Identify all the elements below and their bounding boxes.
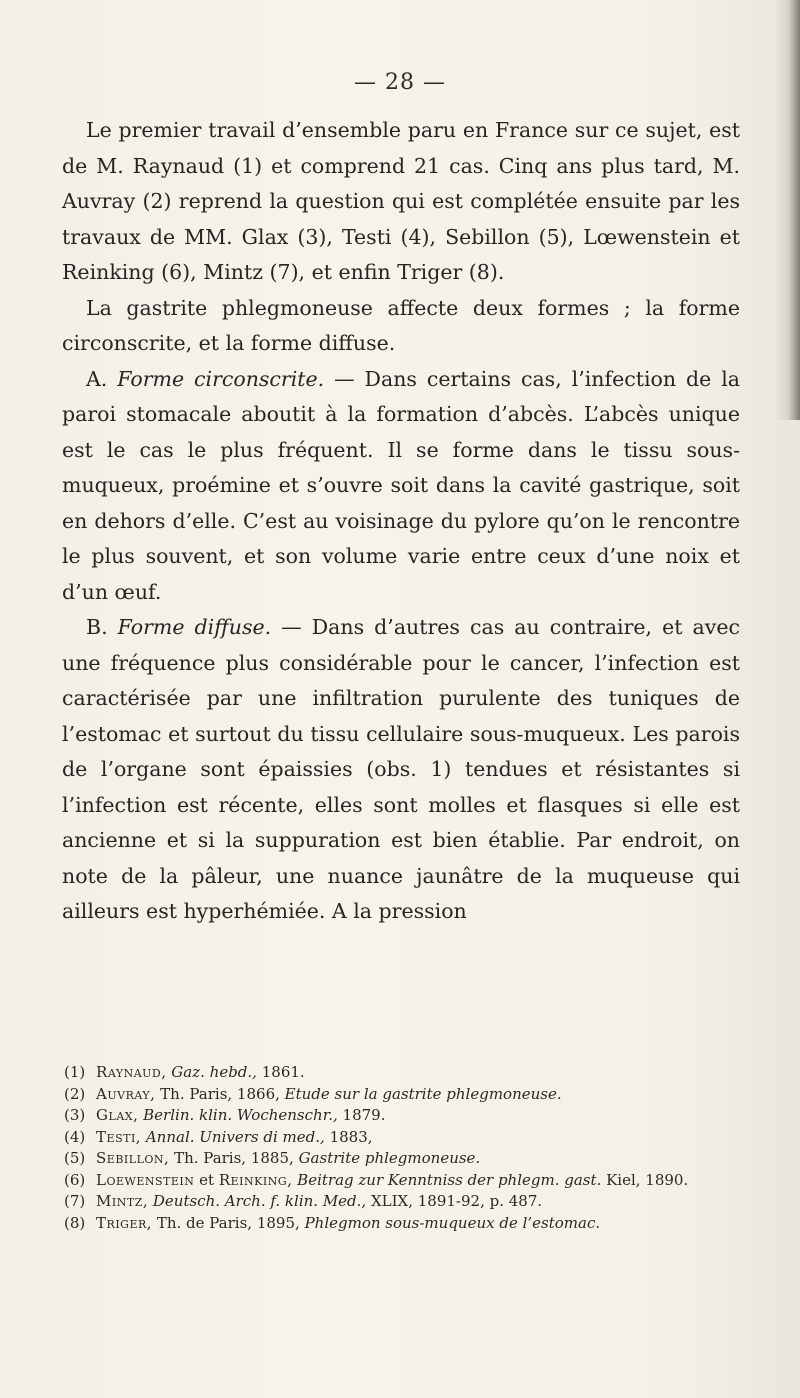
- footnote-prefix: Th. Paris, 1866,: [160, 1084, 280, 1103]
- footnote-conjunction: et: [199, 1170, 215, 1189]
- section-title: Forme diffuse.: [117, 615, 272, 639]
- footnote-details: 1879.: [342, 1106, 386, 1124]
- footnote-details: 1861.: [261, 1063, 305, 1081]
- main-text: [62, 113, 740, 930]
- footnote-reference: Berlin. klin. Wochenschr.,: [143, 1106, 338, 1124]
- footnote-reference: Beitrag zur Kenntniss der phlegm. gast.: [297, 1170, 602, 1189]
- footnote-2: [62, 1084, 740, 1106]
- footnote-7: [62, 1191, 740, 1213]
- footnote-details: Kiel, 1890.: [606, 1170, 689, 1189]
- footnote-prefix: Th. de Paris, 1895,: [156, 1213, 300, 1232]
- paragraph-forms: [62, 291, 740, 362]
- footnote-number: (6): [64, 1170, 86, 1189]
- footnote-6: [62, 1170, 740, 1192]
- footnote-8: [62, 1213, 740, 1235]
- section-label: B.: [86, 615, 108, 639]
- footnote-4: [62, 1127, 740, 1149]
- footnote-author: Raynaud,: [96, 1063, 167, 1081]
- footnote-number: (7): [64, 1192, 86, 1210]
- footnote-reference: Gastrite phlegmoneuse.: [298, 1149, 481, 1167]
- footnote-reference: Gaz. hebd.,: [171, 1063, 257, 1081]
- footnote-number: (1): [64, 1063, 86, 1081]
- footnote-details: 1883,: [329, 1127, 373, 1146]
- section-forme-diffuse: [62, 610, 740, 930]
- footnotes: [62, 1062, 740, 1234]
- footnote-reference: Etude sur la gastrite phlegmoneuse.: [284, 1084, 562, 1103]
- paragraph-intro: [62, 113, 740, 291]
- section-text: — Dans d’autres cas au contraire, et avec une fréquence plus considérable pour le cancer, l’infection est caractérisée par une infiltration purulente des tuniques de l’estomac et surtout du tissu cellulaire sous-muqueux. Les parois de l’organe sont épaissies (obs. 1) tendues et résistantes si l’infection est récente, elles sont molles et flasques si elle est ancienne et si la suppuration est bien établie. Par endroit, on note de la pâleur, une nuance jaunâtre de la muqueuse qui ailleurs est hyperhémiée. A la pression: [62, 615, 740, 923]
- footnote-number: (5): [64, 1149, 86, 1167]
- footnote-author: Glax,: [96, 1106, 139, 1124]
- paragraph-text: La gastrite phlegmoneuse affecte deux formes ; la forme circonscrite, et la forme diffuse.: [62, 295, 740, 355]
- footnote-author: Triger,: [96, 1213, 153, 1232]
- footnote-reference: Phlegmon sous-muqueux de l’estomac.: [304, 1213, 601, 1232]
- footnote-3: [62, 1105, 740, 1127]
- footnote-author-second: Reinking,: [218, 1170, 293, 1189]
- section-text: — Dans certains cas, l’infection de la paroi stomacale aboutit à la formation d’abcès. L’abcès unique est le cas le plus fréquent. Il se forme dans le tissu sous-muqueux, proémine et s’ouvre soit dans la cavité gastrique, soit en dehors d’elle. C’est au voisinage du pylore qu’on le rencontre le plus souvent, et son volume varie entre ceux d’une noix et d’un œuf.: [62, 366, 740, 604]
- section-title: Forme circonscrite.: [117, 366, 325, 391]
- footnote-author: Testi,: [96, 1127, 142, 1146]
- footnote-number: (2): [64, 1084, 86, 1103]
- footnote-details: XLIX, 1891-92, p. 487.: [370, 1192, 543, 1210]
- page-edge-shadow: [774, 0, 800, 420]
- paragraph-text: Le premier travail d’ensemble paru en France sur ce sujet, est de M. Raynaud (1) et comprend 21 cas. Cinq ans plus tard, M. Auvray (2) reprend la question qui est complétée ensuite par les travaux de MM. Glax (3), Testi (4), Sebillon (5), Lœwenstein et Reinking (6), Mintz (7), et enfin Triger (8).: [62, 118, 740, 284]
- page-number: — 28 —: [354, 70, 446, 95]
- footnote-author: Sebillon,: [96, 1149, 170, 1167]
- footnote-prefix: Th. Paris, 1885,: [174, 1149, 294, 1167]
- footnote-number: (4): [64, 1127, 86, 1146]
- footnote-reference: Annal. Univers di med.,: [145, 1127, 325, 1146]
- footnote-number: (8): [64, 1213, 86, 1232]
- footnote-author: Loewenstein: [96, 1170, 195, 1189]
- footnote-1: [62, 1062, 740, 1084]
- footnote-reference: Deutsch. Arch. f. klin. Med.,: [152, 1192, 367, 1210]
- footnote-author: Mintz,: [96, 1192, 149, 1210]
- footnote-author: Auvray,: [96, 1084, 156, 1103]
- footnote-5: [62, 1148, 740, 1170]
- section-forme-circonscrite: [62, 362, 740, 611]
- section-label: A.: [86, 366, 108, 391]
- footnote-number: (3): [64, 1106, 86, 1124]
